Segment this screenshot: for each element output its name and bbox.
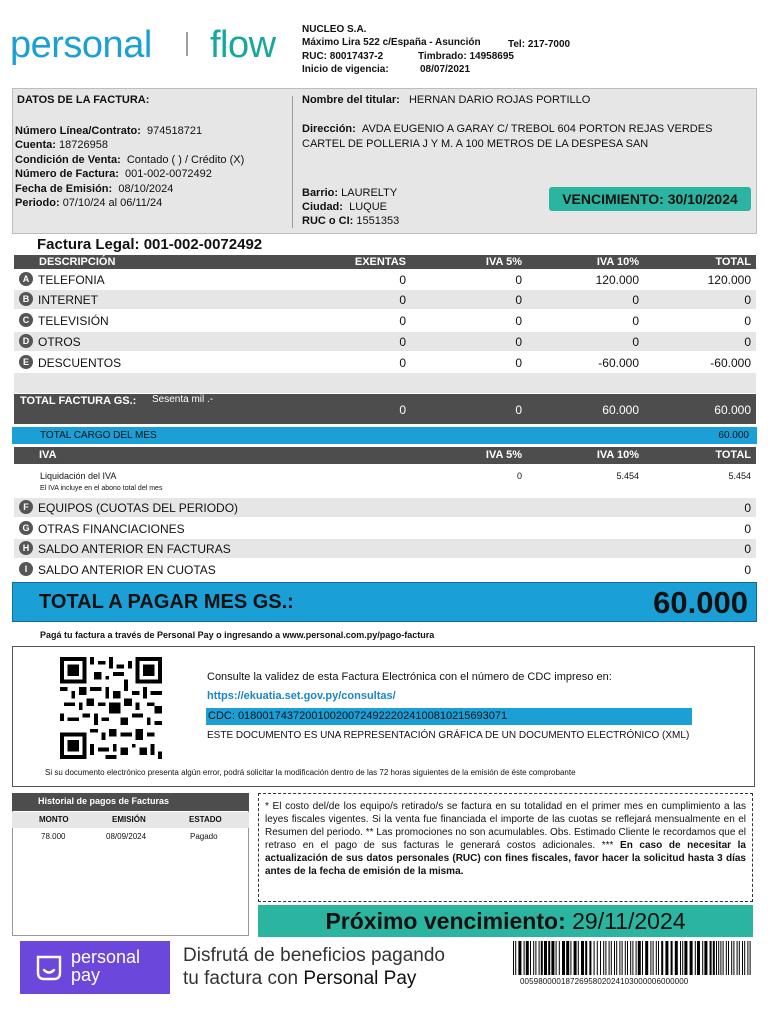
promo-line1: Disfrutá de beneficios pagando xyxy=(183,945,445,966)
hist-col-estado: ESTADO xyxy=(189,815,222,824)
edoc-error-note: Si su documento electrónico presenta algún error, podrá solicitar la modificación dentro de las 72 horas siguientes de la emisión de éste comprobante xyxy=(45,768,576,777)
row-exentas: 0 xyxy=(399,335,406,349)
barcode-icon xyxy=(511,941,754,975)
vencimiento-badge: VENCIMIENTO: 30/10/2024 xyxy=(549,187,751,211)
titular-row xyxy=(302,94,590,106)
row-label: SALDO ANTERIOR EN CUOTAS xyxy=(38,563,216,577)
pay-note-prefix: Pagá tu factura a través de Personal Pay o ingresando a xyxy=(40,630,281,640)
table-row xyxy=(14,519,756,538)
total-factura-iva10: 60.000 xyxy=(602,403,639,417)
emision-value: 08/10/2024 xyxy=(118,183,174,195)
numero-value: 001-002-0072492 xyxy=(125,168,212,180)
hist-estado: Pagado xyxy=(190,832,218,841)
company-address: Máximo Lira 522 c/España - Asunción xyxy=(302,37,481,48)
direccion-label: Dirección: xyxy=(302,123,356,135)
empty-row xyxy=(14,373,756,393)
row-iva10: 120.000 xyxy=(595,273,639,287)
row-iva5: 0 xyxy=(515,314,522,328)
row-exentas: 0 xyxy=(399,356,406,370)
total-pagar-value: 60.000 xyxy=(653,585,748,620)
row-exentas: 0 xyxy=(399,314,406,328)
row-total: 0 xyxy=(744,542,751,556)
barcode-number: 0059800001872695802024103000006000000 xyxy=(520,977,689,986)
row-iva5: 0 xyxy=(515,335,522,349)
cuenta-label: Cuenta: xyxy=(15,139,56,151)
row-label: INTERNET xyxy=(38,293,98,307)
row-badge: D xyxy=(19,334,33,348)
proximo-vencimiento-bar xyxy=(258,905,753,937)
linea-value: 974518721 xyxy=(147,125,203,137)
row-total: -60.000 xyxy=(710,356,751,370)
total-factura-total: 60.000 xyxy=(714,403,751,417)
col-descripcion: DESCRIPCIÓN xyxy=(39,256,116,268)
emision-label: Fecha de Emisión: xyxy=(15,183,113,195)
liquidacion-total: 5.454 xyxy=(728,471,751,481)
periodo-label: Periodo: xyxy=(15,197,60,209)
row-label: SALDO ANTERIOR EN FACTURAS xyxy=(38,542,231,556)
notes-bold-text: En caso de necesitar la actualización de sus datos personales (RUC) con fines fiscales, favor hacer la solicitud hasta 3 días antes de la fecha de emisión de la misma. xyxy=(265,840,746,877)
cargo-bar xyxy=(12,427,757,444)
row-badge: G xyxy=(19,521,33,535)
ruc-row xyxy=(302,215,399,227)
numero-row xyxy=(15,168,212,180)
table-row xyxy=(14,311,756,330)
table-header xyxy=(14,255,756,269)
iva-note: El IVA incluye en el abono total del mes xyxy=(40,485,163,492)
row-label: DESCUENTOS xyxy=(38,356,122,370)
periodo-row xyxy=(15,197,162,209)
periodo-value: 07/10/24 al 06/11/24 xyxy=(62,197,163,209)
row-label: TELEVISIÓN xyxy=(38,314,109,328)
cuenta-row xyxy=(15,139,108,151)
pp-logo-line1: personal xyxy=(71,947,141,967)
historial-row xyxy=(12,829,249,845)
row-label: TELEFONIA xyxy=(38,273,105,287)
iva-col-iva: IVA xyxy=(39,449,57,461)
logo-divider xyxy=(186,32,188,56)
row-badge: B xyxy=(19,292,33,306)
company-name: NUCLEO S.A. xyxy=(302,24,367,35)
barrio-row xyxy=(302,187,397,199)
personal-pay-logo xyxy=(20,941,170,994)
iva-header xyxy=(14,447,756,464)
legal-notes xyxy=(258,793,753,902)
iva-col-iva10: IVA 10% xyxy=(596,449,639,461)
total-pagar-bar xyxy=(12,582,757,622)
company-timbrado: Timbrado: 14958695 xyxy=(418,51,514,62)
row-total: 0 xyxy=(744,335,751,349)
company-ruc: RUC: 80017437-2 xyxy=(302,51,384,62)
proximo-label: Próximo vencimiento: xyxy=(325,908,566,934)
row-iva10: -60.000 xyxy=(598,356,639,370)
total-factura-words: Sesenta mil .- xyxy=(152,394,214,405)
table-row xyxy=(14,290,756,309)
liquidacion-label: Liquidación del IVA xyxy=(40,471,117,481)
factura-legal-title: Factura Legal: 001-002-0072492 xyxy=(37,236,263,253)
row-exentas: 0 xyxy=(399,293,406,307)
edoc-consult: Consulte la validez de esta Factura Electrónica con el número de CDC impreso en: xyxy=(207,671,612,683)
titular-value: HERNAN DARIO ROJAS PORTILLO xyxy=(408,94,591,106)
pp-logo-line2: pay xyxy=(71,965,101,985)
ekuatia-link[interactable]: https://ekuatia.set.gov.py/consultas/ xyxy=(207,690,396,702)
row-badge: E xyxy=(19,355,33,369)
row-badge: F xyxy=(19,500,33,514)
row-label: OTROS xyxy=(38,335,81,349)
cargo-label: TOTAL CARGO DEL MES xyxy=(40,430,157,441)
direccion-row xyxy=(302,123,712,135)
row-iva10: 0 xyxy=(632,314,639,328)
pay-note xyxy=(40,630,434,640)
row-iva5: 0 xyxy=(515,273,522,287)
ruc-label: RUC o CI: xyxy=(302,215,354,227)
vigencia-value: 08/07/2021 xyxy=(420,64,471,75)
barrio-label: Barrio: xyxy=(302,187,339,199)
row-iva5: 0 xyxy=(515,293,522,307)
hist-monto: 78.000 xyxy=(41,832,66,841)
hist-col-emision: EMISIÓN xyxy=(112,815,146,824)
direccion-line1: AVDA EUGENIO A GARAY C/ TREBOL 604 PORTON REJAS VERDES xyxy=(361,123,713,135)
table-row xyxy=(14,560,756,579)
row-exentas: 0 xyxy=(399,273,406,287)
invoice-section-title: DATOS DE LA FACTURA: xyxy=(17,94,150,106)
info-divider xyxy=(292,96,293,228)
company-phone: Tel: 217-7000 xyxy=(508,39,571,50)
row-iva10: 0 xyxy=(632,293,639,307)
qr-code-icon xyxy=(57,657,165,759)
liquidacion-iva10: 5.454 xyxy=(616,471,639,481)
historial-title: Historial de pagos de Facturas xyxy=(12,793,249,811)
notes-text: * El costo del/de los equipo/s retirado/s se factura en su totalidad en el primer mes en cumplimiento a las leyes fiscales vigentes. Si la venta fue financiada el importe de las cuotas se reflejará mensualmente en el Resumen del periodo. ** Las promociones no son acumulables. Obs. Estimado Cliente le recordamos que el retraso en el pago de sus facturas le generará costos adicionales. *** xyxy=(265,801,746,851)
proximo-value: 29/11/2024 xyxy=(572,908,686,934)
liquidacion-iva5: 0 xyxy=(516,471,522,481)
row-iva5: 0 xyxy=(515,356,522,370)
hist-col-monto: MONTO xyxy=(39,815,69,824)
promo-line2 xyxy=(183,968,416,990)
emision-row xyxy=(15,183,173,195)
row-badge: H xyxy=(19,541,33,555)
table-row xyxy=(14,498,756,517)
col-exentas: EXENTAS xyxy=(354,256,406,268)
row-total: 0 xyxy=(744,563,751,577)
historial-header xyxy=(12,812,249,828)
hist-emision: 08/09/2024 xyxy=(106,832,147,841)
total-factura-bar xyxy=(14,394,756,424)
pay-note-link[interactable]: www.personal.com.py/pago-factura xyxy=(282,630,435,640)
direccion-line2: CARTEL DE POLLERIA J Y M. A 100 METROS DE LA DESPESA SAN xyxy=(302,138,649,150)
table-row xyxy=(14,332,756,351)
titular-label: Nombre del titular: xyxy=(302,94,400,106)
iva-col-total: TOTAL xyxy=(715,449,751,461)
cargo-value: 60.000 xyxy=(718,430,749,441)
row-total: 0 xyxy=(744,293,751,307)
ciudad-row xyxy=(302,201,387,213)
numero-label: Número de Factura: xyxy=(15,168,119,180)
col-iva5: IVA 5% xyxy=(485,256,522,268)
ruc-value: 1551353 xyxy=(356,215,400,227)
condicion-label: Condición de Venta: xyxy=(15,154,121,166)
row-label: OTRAS FINANCIACIONES xyxy=(38,522,185,536)
row-badge: I xyxy=(19,562,33,576)
barrio-value: LAURELTY xyxy=(341,187,398,199)
row-badge: A xyxy=(19,272,33,286)
condicion-value: Contado ( ) / Crédito (X) xyxy=(126,154,245,166)
promo-line2-prefix: tu factura con xyxy=(183,968,299,989)
ciudad-label: Ciudad: xyxy=(302,201,343,213)
linea-row xyxy=(15,125,202,137)
vigencia-label: Inicio de vigencia: xyxy=(302,64,389,75)
cuenta-value: 18726958 xyxy=(59,139,108,151)
row-total: 0 xyxy=(744,314,751,328)
row-total: 120.000 xyxy=(707,273,751,287)
cdc-number: CDC: 01800174372001002007249222024100810215693071 xyxy=(208,710,508,722)
total-pagar-label: TOTAL A PAGAR MES GS.: xyxy=(39,591,294,613)
total-factura-iva5: 0 xyxy=(515,403,522,417)
table-row xyxy=(14,270,756,289)
row-total: 0 xyxy=(744,522,751,536)
table-row xyxy=(14,539,756,558)
row-label: EQUIPOS (CUOTAS DEL PERIODO) xyxy=(38,501,239,515)
edoc-representation: ESTE DOCUMENTO ES UNA REPRESENTACIÓN GRÁFICA DE UN DOCUMENTO ELECTRÓNICO (XML) xyxy=(207,730,690,741)
col-iva10: IVA 10% xyxy=(596,256,639,268)
linea-label: Número Línea/Contrato: xyxy=(15,125,141,137)
promo-line2-brand: Personal Pay xyxy=(303,968,417,989)
personal-logo: personal xyxy=(10,24,152,66)
iva-liquidacion xyxy=(14,466,756,496)
row-iva10: 0 xyxy=(632,335,639,349)
row-total: 0 xyxy=(744,501,751,515)
flow-logo: flow xyxy=(210,24,276,66)
condicion-row xyxy=(15,154,244,166)
ciudad-value: LUQUE xyxy=(349,201,387,213)
personal-pay-icon xyxy=(34,953,64,983)
col-total: TOTAL xyxy=(715,256,751,268)
total-factura-exentas: 0 xyxy=(399,403,406,417)
iva-col-iva5: IVA 5% xyxy=(485,449,522,461)
total-factura-label: TOTAL FACTURA GS.: xyxy=(20,395,137,407)
row-badge: C xyxy=(19,313,33,327)
table-row xyxy=(14,353,756,372)
